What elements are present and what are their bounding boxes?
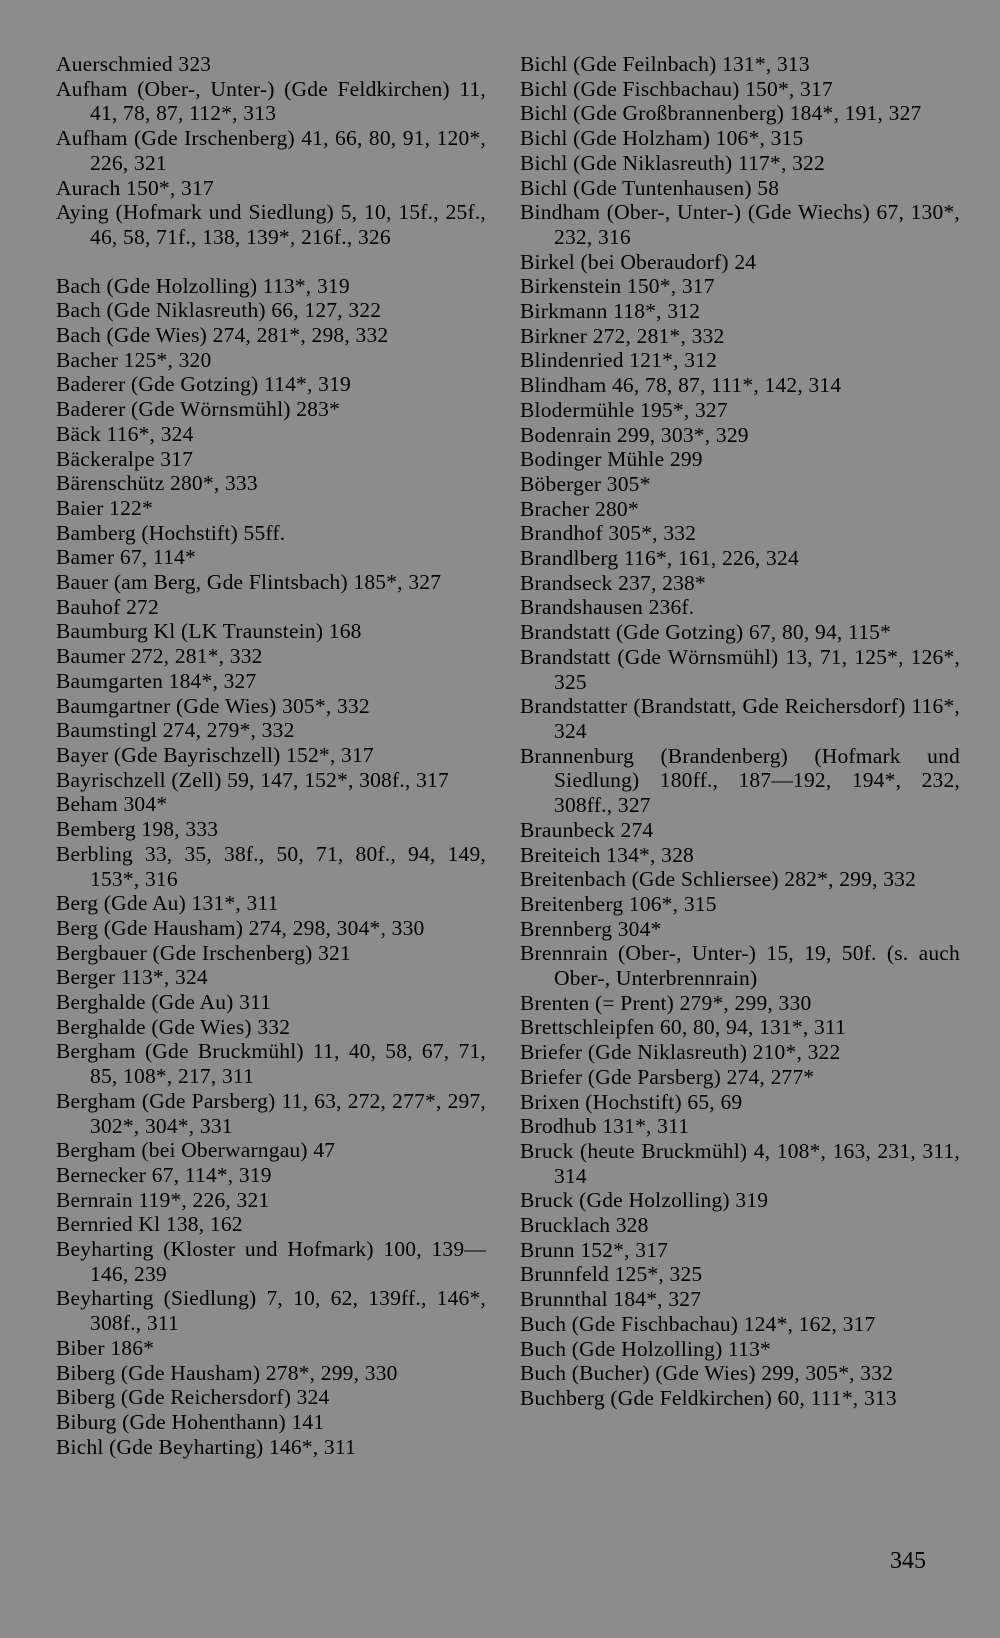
index-entry: Brucklach 328 [520, 1213, 649, 1238]
index-entry: Buchberg (Gde Feldkirchen) 60, 111*, 313 [520, 1385, 897, 1410]
index-entry: Brunn 152*, 317 [520, 1237, 669, 1262]
index-entry: Bindham (Ober-, Unter-) (Gde Wiechs) 67, 130*, 232, 316 [520, 200, 960, 249]
index-entry: Bergbauer (Gde Irschenberg) 321 [56, 940, 351, 965]
index-entry: Bärenschütz 280*, 333 [56, 471, 258, 496]
index-entry: Breiteich 134*, 328 [520, 842, 694, 867]
index-entry: Beyharting (Kloster und Hofmark) 100, 139—146, 239 [56, 1237, 486, 1286]
index-entry: Bergham (Gde Parsberg) 11, 63, 272, 277*, 297, 302*, 304*, 331 [56, 1088, 486, 1138]
index-entry: Brandhof 305*, 332 [520, 521, 697, 546]
index-entry: Bichl (Gde Holzham) 106*, 315 [520, 126, 804, 151]
index-entry: Baderer (Gde Wörnsmühl) 283* [56, 397, 341, 422]
index-entry: Birkel (bei Oberaudorf) 24 [520, 249, 757, 274]
index-entry: Brandseck 237, 238* [520, 570, 706, 595]
index-entry: Baumburg Kl (LK Traunstein) 168 [56, 619, 362, 644]
index-entry: Baumgarten 184*, 327 [56, 668, 257, 693]
index-entry: Berger 113*, 324 [56, 965, 208, 990]
page-number: 345 [890, 1548, 926, 1574]
index-entry: Bernrain 119*, 226, 321 [56, 1187, 270, 1212]
index-group-a [56, 52, 486, 250]
index-entry: Briefer (Gde Niklasreuth) 210*, 322 [520, 1040, 841, 1065]
index-entry: Bayrischzell (Zell) 59, 147, 152*, 308f., 317 [56, 767, 449, 792]
index-entry: Brixen (Hochstift) 65, 69 [520, 1089, 743, 1114]
index-entry: Baumgartner (Gde Wies) 305*, 332 [56, 693, 370, 718]
index-entry: Bichl (Gde Feilnbach) 131*, 313 [520, 52, 810, 76]
index-entry: Brodhub 131*, 311 [520, 1114, 690, 1139]
index-entry: Bodenrain 299, 303*, 329 [520, 422, 749, 447]
index-entry: Biburg (Gde Hohenthann) 141 [56, 1409, 325, 1434]
index-entry: Aurach 150*, 317 [56, 175, 214, 200]
index-entry: Berg (Gde Hausham) 274, 298, 304*, 330 [56, 915, 425, 940]
index-entry: Brannenburg (Brandenberg) (Hofmark und Siedlung) 180ff., 187—192, 194*, 232, 308ff., 327 [520, 743, 960, 818]
group-spacer [56, 250, 486, 274]
index-entry: Blindham 46, 78, 87, 111*, 142, 314 [520, 373, 842, 398]
index-entry: Beham 304* [56, 792, 168, 817]
index-entry: Baier 122* [56, 495, 153, 520]
index-entry: Bach (Gde Holzolling) 113*, 319 [56, 273, 350, 298]
index-entry: Blindenried 121*, 312 [520, 348, 718, 373]
index-entry: Bäck 116*, 324 [56, 421, 194, 446]
index-entry: Brandstatt (Gde Gotzing) 67, 80, 94, 115* [520, 620, 892, 645]
index-entry: Bruck (Gde Holzolling) 319 [520, 1188, 769, 1213]
index-entry: Bichl (Gde Großbrannenberg) 184*, 191, 327 [520, 101, 922, 126]
index-entry: Berghalde (Gde Au) 311 [56, 990, 272, 1015]
index-entry: Berbling 33, 35, 38f., 50, 71, 80f., 94, 149, 153*, 316 [56, 841, 486, 891]
index-entry: Aufham (Ober-, Unter-) (Gde Feldkirchen) 11, 41, 78, 87, 112*, 313 [56, 76, 486, 126]
index-entry: Brandstatter (Brandstatt, Gde Reichersdorf) 116*, 324 [520, 694, 960, 743]
index-entry: Blodermühle 195*, 327 [520, 397, 728, 422]
index-entry: Brennberg 304* [520, 916, 662, 941]
index-entry: Biber 186* [56, 1335, 155, 1360]
index-entry: Auerschmied 323 [56, 52, 212, 76]
index-entry: Bodinger Mühle 299 [520, 447, 703, 472]
index-entry: Buch (Bucher) (Gde Wies) 299, 305*, 332 [520, 1361, 894, 1386]
index-entry: Brandlberg 116*, 161, 226, 324 [520, 546, 799, 571]
index-entry: Bichl (Gde Fischbachau) 150*, 317 [520, 76, 833, 101]
index-entry: Bamberg (Hochstift) 55ff. [56, 520, 286, 545]
index-entry: Brunnthal 184*, 327 [520, 1287, 702, 1312]
index-entry: Birkner 272, 281*, 332 [520, 323, 725, 348]
index-entry: Briefer (Gde Parsberg) 274, 277* [520, 1064, 815, 1089]
index-entry: Brenten (= Prent) 279*, 299, 330 [520, 990, 812, 1015]
index-entry: Baumstingl 274, 279*, 332 [56, 718, 295, 743]
index-entry: Bichl (Gde Niklasreuth) 117*, 322 [520, 150, 825, 175]
index-entry: Bauer (am Berg, Gde Flintsbach) 185*, 327 [56, 570, 442, 595]
index-entry: Bichl (Gde Beyharting) 146*, 311 [56, 1434, 356, 1459]
index-entry: Bach (Gde Niklasreuth) 66, 127, 322 [56, 298, 382, 323]
index-entry: Bemberg 198, 333 [56, 817, 219, 842]
index-entry: Berghalde (Gde Wies) 332 [56, 1014, 291, 1039]
index-entry: Bacher 125*, 320 [56, 347, 212, 372]
index-entry: Bäckeralpe 317 [56, 446, 194, 471]
index-entry: Biberg (Gde Reichersdorf) 324 [56, 1385, 330, 1410]
index-entry: Bamer 67, 114* [56, 545, 196, 570]
index-entry: Bergham (bei Oberwarngau) 47 [56, 1138, 336, 1163]
index-entry: Brettschleipfen 60, 80, 94, 131*, 311 [520, 1015, 847, 1040]
index-entry: Baderer (Gde Gotzing) 114*, 319 [56, 372, 351, 397]
index-entry: Berg (Gde Au) 131*, 311 [56, 891, 279, 916]
index-entry: Birkenstein 150*, 317 [520, 274, 715, 299]
index-entry: Bichl (Gde Tuntenhausen) 58 [520, 175, 780, 200]
index-entry: Braunbeck 274 [520, 817, 654, 842]
index-entry: Böberger 305* [520, 471, 651, 496]
index-entry: Brandstatt (Gde Wörnsmühl) 13, 71, 125*, 126*, 325 [520, 644, 960, 694]
index-entry: Bruck (heute Bruckmühl) 4, 108*, 163, 231, 311, 314 [520, 1138, 960, 1188]
index-entry: Bernecker 67, 114*, 319 [56, 1162, 272, 1187]
index-entry: Birkmann 118*, 312 [520, 299, 701, 324]
index-entry: Bach (Gde Wies) 274, 281*, 298, 332 [56, 323, 389, 348]
index-entry: Bracher 280* [520, 496, 639, 521]
index-entry: Bayer (Gde Bayrischzell) 152*, 317 [56, 742, 374, 767]
index-entry: Aufham (Gde Irschenberg) 41, 66, 80, 91, 120*, 226, 321 [56, 126, 486, 175]
index-group-b [56, 274, 486, 1460]
index-entry: Brandshausen 236f. [520, 595, 695, 620]
index-entry: Breitenberg 106*, 315 [520, 891, 717, 916]
right-index-column [520, 52, 960, 1411]
index-entry: Buch (Gde Holzolling) 113* [520, 1336, 772, 1361]
index-entry: Baumer 272, 281*, 332 [56, 644, 263, 669]
index-entry: Biberg (Gde Hausham) 278*, 299, 330 [56, 1360, 398, 1385]
index-entry: Breitenbach (Gde Schliersee) 282*, 299, 332 [520, 867, 917, 892]
index-entry: Aying (Hofmark und Siedlung) 5, 10, 15f., 25f., 46, 58, 71f., 138, 139*, 216f., 326 [56, 200, 486, 249]
index-entry: Bergham (Gde Bruckmühl) 11, 40, 58, 67, 71, 85, 108*, 217, 311 [56, 1039, 486, 1089]
index-entry: Brunnfeld 125*, 325 [520, 1262, 703, 1287]
index-entry: Brennrain (Ober-, Unter-) 15, 19, 50f. (s. auch Ober-, Unterbrennrain) [520, 941, 960, 991]
index-entry: Buch (Gde Fischbachau) 124*, 162, 317 [520, 1311, 876, 1336]
index-entry: Beyharting (Siedlung) 7, 10, 62, 139ff., 146*, 308f., 311 [56, 1286, 486, 1336]
left-index-column [56, 52, 486, 1459]
index-entry: Bernried Kl 138, 162 [56, 1212, 243, 1237]
index-entry: Bauhof 272 [56, 594, 159, 619]
